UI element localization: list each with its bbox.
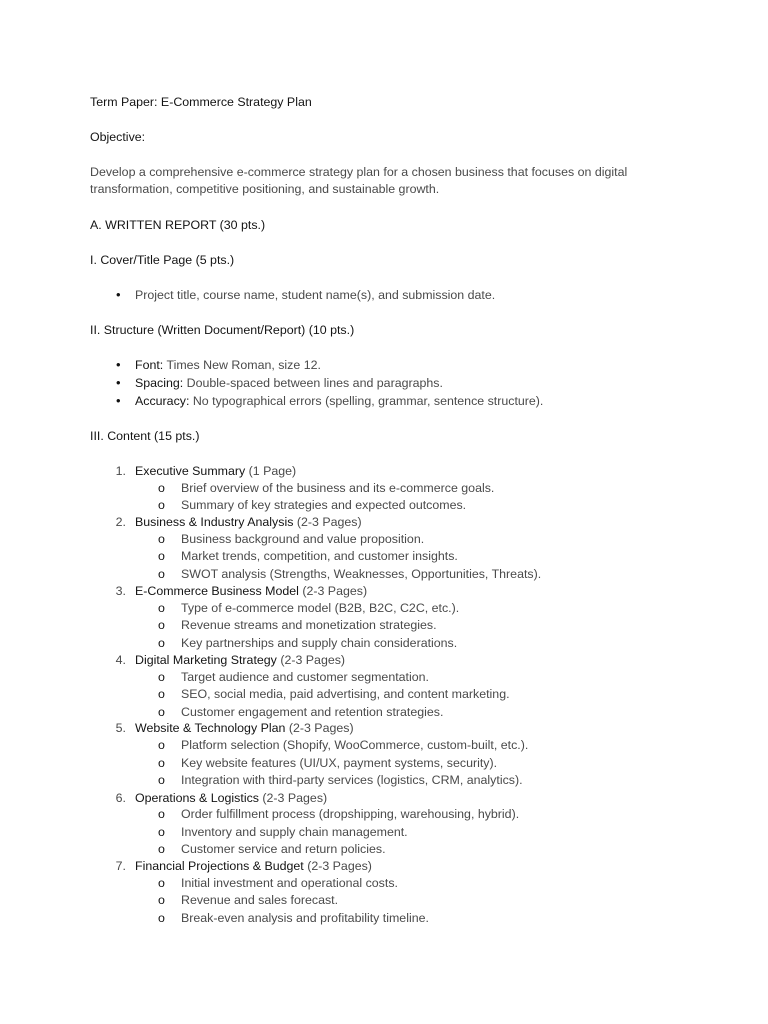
content-item-financial-projections — [135, 858, 372, 875]
structure-bullet-spacing — [135, 375, 443, 392]
sub-item: Summary of key strategies and expected outcomes. — [181, 498, 467, 512]
sub-item: Customer engagement and retention strategies. — [181, 705, 444, 719]
structure-bullet-font — [135, 357, 321, 374]
sub-item: Business background and value proposition. — [181, 532, 425, 546]
item-pages: (1 Page) — [245, 464, 297, 478]
sub-item: Key partnerships and supply chain considerations. — [181, 636, 458, 650]
content-item-website-technology — [135, 720, 354, 737]
sub-item: Initial investment and operational costs. — [181, 876, 398, 890]
item-pages: (2-3 Pages) — [276, 653, 346, 667]
bullet-icon: • — [116, 287, 121, 302]
cover-page-bullet: Project title, course name, student name(s), and submission date. — [135, 288, 496, 302]
objective-text: Develop a comprehensive e-commerce strategy plan for a chosen business that focuses on digital transformation, competitive positioning, and sustainable growth. — [90, 165, 628, 196]
item-number: 3. — [115, 584, 126, 598]
sub-item: Key website features (UI/UX, payment systems, security). — [181, 756, 498, 770]
content-item-business-model — [135, 583, 367, 600]
content-item-digital-marketing — [135, 652, 345, 669]
sub-bullet-icon: o — [158, 738, 165, 752]
item-pages: (2-3 Pages) — [298, 584, 368, 598]
section-3-heading: III. Content (15 pts.) — [90, 429, 200, 443]
bullet-icon: • — [116, 393, 121, 408]
section-a-heading: A. WRITTEN REPORT (30 pts.) — [90, 218, 266, 232]
item-title: Website & Technology Plan — [135, 721, 286, 735]
sub-bullet-icon: o — [158, 876, 165, 890]
sub-bullet-icon: o — [158, 773, 165, 787]
section-2-heading: II. Structure (Written Document/Report) (10 pts.) — [90, 323, 355, 337]
item-title: Financial Projections & Budget — [135, 859, 304, 873]
sub-bullet-icon: o — [158, 532, 165, 546]
sub-bullet-icon: o — [158, 618, 165, 632]
content-item-executive-summary — [135, 463, 296, 480]
item-number: 4. — [115, 653, 126, 667]
item-number: 7. — [115, 859, 126, 873]
sub-bullet-icon: o — [158, 705, 165, 719]
sub-item: Break-even analysis and profitability timeline. — [181, 911, 429, 925]
item-title: Executive Summary — [135, 464, 246, 478]
item-title: Digital Marketing Strategy — [135, 653, 277, 667]
bullet-label: Spacing: — [135, 376, 184, 390]
sub-bullet-icon: o — [158, 687, 165, 701]
item-title: E-Commerce Business Model — [135, 584, 299, 598]
item-number: 1. — [115, 464, 126, 478]
sub-item: Market trends, competition, and customer insights. — [181, 549, 458, 563]
sub-item: Target audience and customer segmentation. — [181, 670, 429, 684]
sub-item: Inventory and supply chain management. — [181, 825, 408, 839]
sub-bullet-icon: o — [158, 670, 165, 684]
sub-item: Type of e-commerce model (B2B, B2C, C2C, etc.). — [181, 601, 460, 615]
sub-bullet-icon: o — [158, 911, 165, 925]
sub-item: SEO, social media, paid advertising, and content marketing. — [181, 687, 510, 701]
sub-bullet-icon: o — [158, 636, 165, 650]
item-pages: (2-3 Pages) — [303, 859, 372, 873]
sub-item: Integration with third-party services (logistics, CRM, analytics). — [181, 773, 523, 787]
sub-item: Platform selection (Shopify, WooCommerce, custom-built, etc.). — [181, 738, 529, 752]
content-item-business-analysis — [135, 514, 362, 531]
sub-bullet-icon: o — [158, 842, 165, 856]
bullet-label: Font: — [135, 358, 164, 372]
structure-bullet-accuracy — [135, 393, 543, 410]
bullet-text: Double-spaced between lines and paragraphs. — [183, 376, 443, 390]
content-item-operations-logistics — [135, 790, 327, 807]
sub-item: Customer service and return policies. — [181, 842, 386, 856]
sub-item: Revenue and sales forecast. — [181, 893, 339, 907]
sub-item: Revenue streams and monetization strategies. — [181, 618, 437, 632]
sub-bullet-icon: o — [158, 601, 165, 615]
sub-bullet-icon: o — [158, 498, 165, 512]
sub-bullet-icon: o — [158, 807, 165, 821]
sub-bullet-icon: o — [158, 756, 165, 770]
bullet-icon: • — [116, 375, 121, 390]
objective-heading: Objective: — [90, 130, 146, 144]
item-title: Business & Industry Analysis — [135, 515, 294, 529]
item-number: 2. — [115, 515, 126, 529]
bullet-text: No typographical errors (spelling, grammar, sentence structure). — [189, 394, 544, 408]
document-title: Term Paper: E-Commerce Strategy Plan — [90, 95, 312, 109]
sub-bullet-icon: o — [158, 549, 165, 563]
sub-item: Brief overview of the business and its e-commerce goals. — [181, 481, 495, 495]
item-pages: (2-3 Pages) — [293, 515, 362, 529]
sub-item: Order fulfillment process (dropshipping, warehousing, hybrid). — [181, 807, 520, 821]
sub-bullet-icon: o — [158, 567, 165, 581]
bullet-icon: • — [116, 357, 121, 372]
bullet-text: Times New Roman, size 12. — [163, 358, 321, 372]
item-number: 5. — [115, 721, 126, 735]
sub-bullet-icon: o — [158, 481, 165, 495]
item-title: Operations & Logistics — [135, 791, 259, 805]
sub-bullet-icon: o — [158, 825, 165, 839]
item-pages: (2-3 Pages) — [285, 721, 354, 735]
sub-bullet-icon: o — [158, 893, 165, 907]
sub-item: SWOT analysis (Strengths, Weaknesses, Opportunities, Threats). — [181, 567, 542, 581]
item-number: 6. — [115, 791, 126, 805]
section-1-heading: I. Cover/Title Page (5 pts.) — [90, 253, 235, 267]
item-pages: (2-3 Pages) — [258, 791, 328, 805]
bullet-label: Accuracy: — [135, 394, 190, 408]
